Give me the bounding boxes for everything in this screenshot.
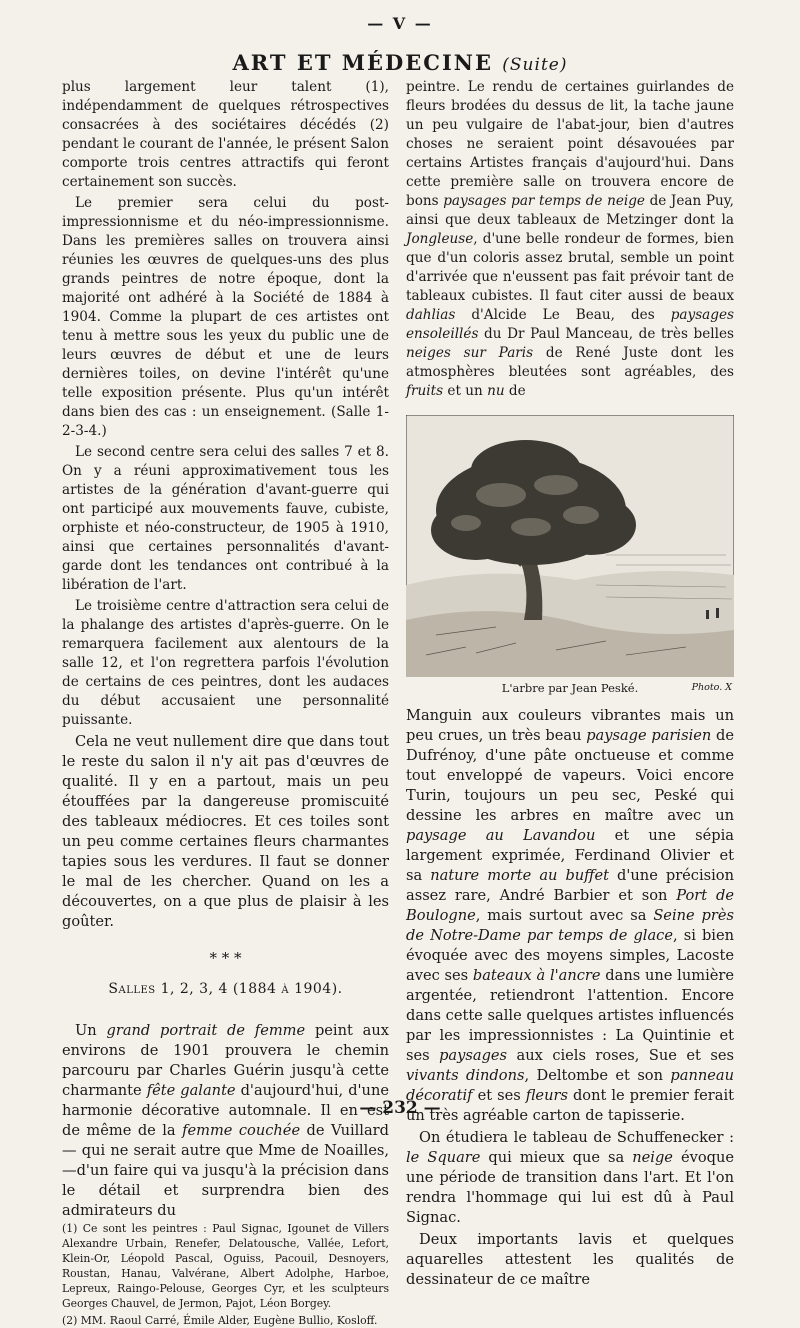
running-head-title: ART ET MÉDECINE bbox=[232, 50, 493, 75]
left-column bbox=[62, 78, 389, 1328]
tree-engraving-image bbox=[406, 415, 734, 677]
footnote: (1) Ce sont les peintres : Paul Signac, Igounet de Villers Alexandre Urbain, Renefer, Delatousche, Vallée, Lefort, Klein-Or, Léopold Pascal, Oguiss, Pacouil, Desnoyers, Roustan, Hanau, Valvérane, Albert Adolphe, Harboe, Lepreux, Raingo-Pelouse, Georges Cyr, et les sculpteurs Georges Chauvel, de Jermon, Pajot, Léon Borgey. bbox=[62, 1222, 389, 1310]
paragraph: Le second centre sera celui des salles 7 et 8. On y a réuni approximativement tous les artistes de la génération d'avant-guerre qui ont participé aux mouvements fauve, cubiste, orphiste et néo-constructeur, de 1905 à 1910, ainsi que certaines personnalités d'avant-garde dont les tendances ont contribué à la libération de l'art. bbox=[62, 444, 389, 593]
section-heading: Salles 1, 2, 3, 4 (1884 à 1904). bbox=[108, 981, 343, 997]
running-head-suite: (Suite) bbox=[502, 55, 568, 75]
running-head bbox=[0, 50, 800, 75]
figure-tree-illustration bbox=[406, 415, 734, 698]
footnote: (2) MM. Raoul Carré, Émile Alder, Eugène Bullio, Kosloff. bbox=[62, 1314, 378, 1327]
paragraph: Un grand portrait de femme peint aux environs de 1901 prouvera le chemin parcouru par Charles Guérin jusqu'à cette charmante fête galante d'aujourd'hui, d'une harmonie décorative automnale. Il en est de même de la femme couchée de Vuillard — qui ne serait autre que Mme de Noailles,—d'un faire qui va jusqu'à la précision dans le détail et surprendra bien des admirateurs du bbox=[62, 1022, 389, 1219]
paragraph: On étudiera le tableau de Schuffenecker : le Square qui mieux que sa neige évoque une période de transition dans l'art. Et l'on rendra l'hommage qui lui est dû à Paul Signac. bbox=[406, 1129, 735, 1226]
paragraph: Le troisième centre d'attraction sera celui de la phalange des artistes d'après-guerre. On le remarquera facilement aux alentours de la salle 12, et l'on regrettera parfois l'évolution de certains de ces peintres, dont les audaces du début accusaient une personnalité puissante. bbox=[62, 598, 389, 728]
paragraph: Manguin aux couleurs vibrantes mais un peu crues, un très beau paysage parisien de Dufrénoy, d'une pâte onctueuse et comme tout enveloppé de vapeurs. Voici encore Turin, toujours un peu sec, Peské qui dessine les arbres en maître avec un paysage au Lavandou et une sépia largement exprimée, Ferdinand Olivier et sa nature morte au buffet d'une précision assez rare, André Barbier et son Port de Boulogne, mais surtout avec sa Seine près de Notre-Dame par temps de glace, si bien évoquée avec des moyens simples, Lacoste avec ses bateaux à l'ancre dans une lumière argentée, retiendront l'attention. Encore dans cette salle quelques artistes influencés par les impressionnistes : La Quintinie et ses paysages aux ciels roses, Sue et ses vivants dindons, Deltombe et son panneau décoratif et ses fleurs dont le premier ferait un très agréable carton de tapisserie. bbox=[406, 707, 734, 1124]
photo-credit: Photo. X bbox=[691, 682, 732, 693]
page-number: — 232 — bbox=[359, 1098, 441, 1118]
paragraph: Le premier sera celui du post-impressionnisme et du néo-impressionnisme. Dans les premières salles on trouvera ainsi réunies les œuvres de quelques-uns des plus grands peintres de notre époque, dont la majorité ont adhéré à la Société de 1884 à 1904. Comme la plupart de ces artistes ont tenu à mettre sous les yeux du public une de leurs œuvres de début et une de leurs dernières toiles, on devine l'intérêt qu'une telle exposition présente. Plus qu'un intérêt dans bien des cas : un enseignement. (Salle 1-2-3-4.) bbox=[62, 195, 389, 439]
section-separator-stars: * * * bbox=[209, 949, 242, 967]
paragraph: Cela ne veut nullement dire que dans tout le reste du salon il n'y ait pas d'œuvres de qualité. Il y en a partout, mais un peu étouffées par la dangereuse promiscuité des tableaux médiocres. Et ces toiles sont un peu comme certaines fleurs charmantes tapies sous les verdures. Il faut se donner le mal de les chercher. Quand on les a découvertes, on a que plus de plaisir à les goûter. bbox=[62, 733, 389, 930]
page-roman-numeral: — V — bbox=[367, 14, 433, 33]
paragraph: peintre. Le rendu de certaines guirlandes de fleurs brodées du dessus de lit, la tache jaune un peu vulgaire de l'abat-jour, bien d'autres choses ne seraient point désavouées par certains Artistes français d'aujourd'hui. Dans cette première salle on trouvera encore de bons paysages par temps de neige de Jean Puy, ainsi que deux tableaux de Metzinger dont la Jongleuse, d'une belle rondeur de formes, bien que d'un coloris assez brutal, semble un point d'arrivée que n'eussent pas fait prévoir tant de tableaux cubistes. Il faut citer aussi de beaux dahlias d'Alcide Le Beau, des paysages ensoleillés du Dr Paul Manceau, de très belles neiges sur Paris de René Juste dont les atmosphères bleutées sont agréables, des fruits et un nu de bbox=[406, 79, 734, 399]
paragraph: plus largement leur talent (1), indépendamment de quelques rétrospectives consacrées à des sociétaires décédés (2) pendant le courant de l'année, le présent Salon comporte trois centres attractifs qui feront certainement son succès. bbox=[62, 79, 389, 190]
paragraph: Deux importants lavis et quelques aquarelles attestent les qualités de dessinateur de ce maître bbox=[406, 1231, 734, 1288]
figure-caption: L'arbre par Jean Peské. bbox=[501, 681, 639, 695]
